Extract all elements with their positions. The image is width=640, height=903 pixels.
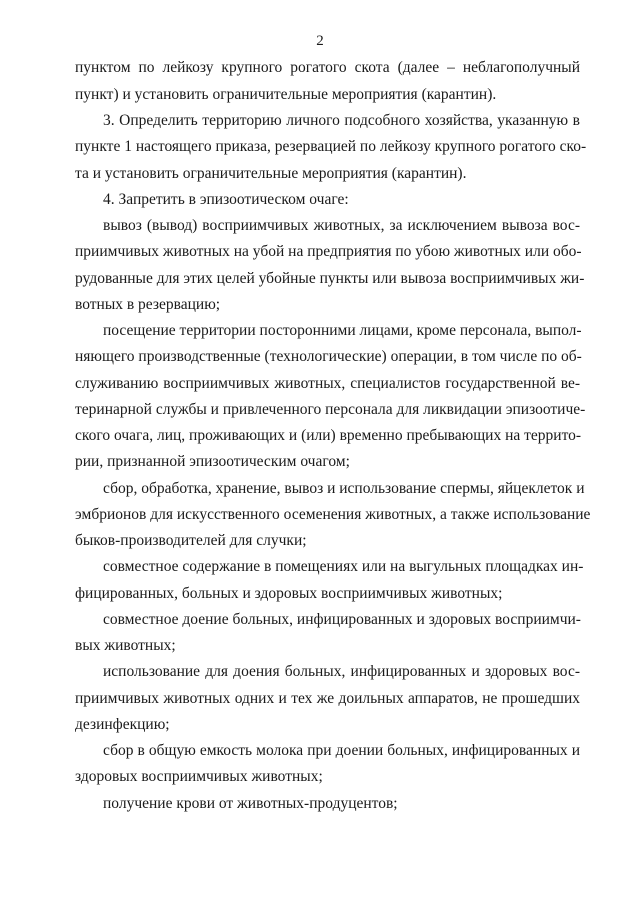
text-line: теринарной службы и привлеченного персонала для ликвидации эпизоотиче- [75,401,586,418]
text-line: совместное доение больных, инфицированных и здоровых восприимчи- [103,611,581,628]
text-line: 3. Определить территорию личного подсобного хозяйства, указанную в [103,112,580,129]
text-line: сбор в общую емкость молока при доении больных, инфицированных и [103,742,580,759]
text-line: быков-производителей для случки; [75,532,307,549]
page-number: 2 [316,33,324,49]
text-line: рудованные для этих целей убойные пункты или вывоза восприимчивых жи- [75,270,585,287]
text-line: вотных в резервацию; [75,296,221,313]
text-line: ского очага, лиц, проживающих и (или) временно пребывающих на террито- [75,427,582,444]
text-line: эмбрионов для искусственного осеменения животных, а также использование [75,506,591,523]
text-line: пункт) и установить ограничительные мероприятия (карантин). [75,86,497,103]
text-line: посещение территории посторонними лицами, кроме персонала, выпол- [103,322,582,339]
text-line: здоровых восприимчивых животных; [75,768,323,785]
text-line: пункте 1 настоящего приказа, резервацией по лейкозу крупного рогатого ско- [75,138,587,155]
text-line: приимчивых животных на убой на предприятия по убою животных или обо- [75,243,582,260]
text-line: фицированных, больных и здоровых восприимчивых животных; [75,585,503,602]
text-line: сбор, обработка, хранение, вывоз и использование спермы, яйцеклеток и [103,480,585,497]
text-line: дезинфекцию; [75,716,170,733]
text-line: рии, признанной эпизоотическим очагом; [75,453,350,470]
text-line: вывоз (вывод) восприимчивых животных, за исключением вывоза вос- [103,217,580,234]
text-line: 4. Запретить в эпизоотическом очаге: [103,191,349,208]
text-line: использование для доения больных, инфицированных и здоровых вос- [103,663,580,680]
text-line: служиванию восприимчивых животных, специалистов государственной ве- [75,375,580,392]
text-line: та и установить ограничительные мероприятия (карантин). [75,165,467,182]
text-line: вых животных; [75,637,176,654]
text-line: приимчивых животных одних и тех же доильных аппаратов, не прошедших [75,690,580,707]
text-line: пунктом по лейкозу крупного рогатого скота (далее – неблагополучный [75,59,580,76]
text-line: получение крови от животных-продуцентов; [103,795,398,812]
text-line: совместное содержание в помещениях или на выгульных площадках ин- [103,558,584,575]
text-line: няющего производственные (технологические) операции, в том числе по об- [75,348,582,365]
